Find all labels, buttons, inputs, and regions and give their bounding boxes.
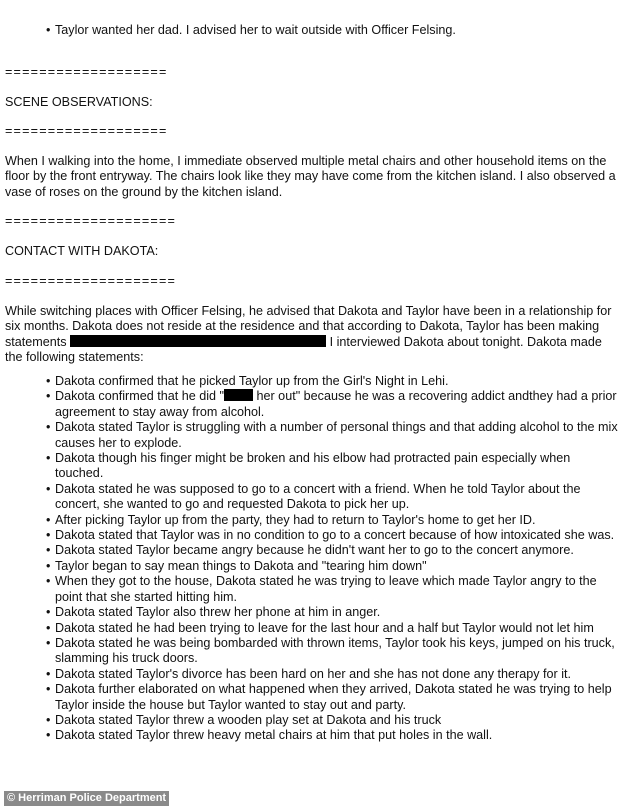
separator-line: =================== — [5, 65, 168, 79]
bullet-marker: • — [46, 451, 51, 466]
list-item — [46, 728, 621, 743]
bullet-marker: • — [46, 712, 51, 727]
bullet-marker: • — [46, 23, 51, 37]
bullet-marker: • — [46, 728, 51, 743]
bullet-marker: • — [46, 558, 51, 573]
list-item-text: Dakota further elaborated on what happened when they arrived, Dakota stated he was trying to help Taylor inside the house but Taylor wanted to stay out and party. — [55, 682, 612, 712]
list-item-text: Dakota stated he was supposed to go to a concert with a friend. When he told Taylor about the concert, she wanted to go and requested Dakota to pick her up. — [55, 481, 581, 512]
list-item — [46, 713, 621, 728]
dakota-statements-list — [46, 374, 621, 744]
list-item — [46, 528, 621, 543]
bullet-marker: • — [46, 574, 51, 589]
list-item-text: Dakota stated Taylor became angry because he didn't want her to go to the concert anymore. — [55, 543, 574, 558]
bullet-marker: • — [46, 374, 51, 388]
bullet-marker: • — [46, 389, 51, 404]
list-item — [46, 682, 621, 713]
list-item — [46, 451, 621, 482]
list-item-text: Dakota stated Taylor is struggling with a number of personal things and that adding alcohol to the mix causes her to explode. — [55, 420, 618, 450]
bullet-marker: • — [46, 528, 51, 543]
list-item — [46, 374, 621, 389]
bullet-marker: • — [46, 635, 51, 650]
list-item-text: Dakota stated Taylor threw heavy metal chairs at him that put holes in the wall. — [55, 728, 493, 743]
list-item-text: Dakota stated Taylor also threw her phone at him in anger. — [55, 605, 381, 620]
redaction-bar — [70, 335, 326, 347]
list-item — [46, 636, 621, 667]
contact-paragraph-text-after: I interviewed Dakota about tonight. Dakota made the following statements: — [5, 334, 602, 365]
list-item — [46, 389, 621, 420]
scene-observations-paragraph: When I walking into the home, I immediate observed multiple metal chairs and other household items on the floor by the front entryway. The chairs look like they may have come from the kitchen island. I also observed a vase of roses on the ground by the kitchen island. — [5, 154, 616, 199]
list-item — [46, 574, 621, 605]
bullet-marker: • — [46, 620, 51, 635]
list-item-text: Dakota stated he was being bombarded with thrown items, Taylor took his keys, jumped on his truck, slamming his truck doors. — [55, 635, 615, 666]
list-item — [46, 513, 621, 528]
list-item — [46, 605, 621, 620]
bullet-marker: • — [46, 543, 51, 558]
bullet-text: Taylor wanted her dad. I advised her to wait outside with Officer Felsing. — [55, 23, 456, 37]
list-item — [46, 482, 621, 513]
list-item-text: Dakota though his finger might be broken and his elbow had protracted pain especially when touched. — [55, 451, 571, 481]
top-bullet-item — [46, 23, 616, 38]
list-item-text: Dakota confirmed that he picked Taylor up from the Girl's Night in Lehi. — [55, 374, 449, 388]
list-item-text: Dakota stated he had been trying to leave for the last hour and a half but Taylor would not let him — [55, 620, 594, 635]
list-item — [46, 543, 621, 558]
separator-line: =================== — [5, 124, 168, 138]
list-item-text: her out" because he was a recovering addict andthey had a prior agreement to stay away from alcohol. — [55, 389, 617, 419]
list-item-text: When they got to the house, Dakota stated he was trying to leave which made Taylor angry to the point that she started hitting him. — [55, 574, 597, 604]
separator-line: ==================== — [5, 274, 177, 288]
contact-paragraph-text-before: While switching places with Officer Felsing, he advised that Dakota and Taylor have been in a relationship for six months. Dakota does not reside at the residence and that according to Dakota, Taylor has been making statements — [5, 304, 612, 349]
list-item — [46, 420, 621, 451]
bullet-marker: • — [46, 666, 51, 681]
list-item — [46, 559, 621, 574]
bullet-marker: • — [46, 512, 51, 527]
list-item — [46, 621, 621, 636]
bullet-marker: • — [46, 682, 51, 697]
copyright-watermark: © Herriman Police Department — [4, 791, 169, 806]
list-item-text: Dakota confirmed that he did " — [55, 389, 224, 404]
bullet-marker: • — [46, 605, 51, 620]
contact-paragraph — [5, 304, 620, 366]
list-item — [46, 667, 621, 682]
list-item-text: Dakota stated that Taylor was in no condition to go to a concert because of how intoxicated she was. — [55, 528, 615, 543]
redaction-bar — [224, 389, 253, 401]
separator-line: ==================== — [5, 214, 177, 228]
contact-with-dakota-heading: CONTACT WITH DAKOTA: — [5, 244, 159, 258]
list-item-text: Taylor began to say mean things to Dakota and "tearing him down" — [55, 558, 427, 573]
bullet-marker: • — [46, 481, 51, 496]
list-item-text: Dakota stated Taylor's divorce has been hard on her and she has not done any therapy for it. — [55, 666, 572, 681]
scene-observations-heading: SCENE OBSERVATIONS: — [5, 95, 153, 109]
list-item-text: Dakota stated Taylor threw a wooden play set at Dakota and his truck — [55, 712, 442, 727]
list-item-text: After picking Taylor up from the party, they had to return to Taylor's home to get her ID. — [55, 512, 536, 527]
bullet-marker: • — [46, 420, 51, 435]
